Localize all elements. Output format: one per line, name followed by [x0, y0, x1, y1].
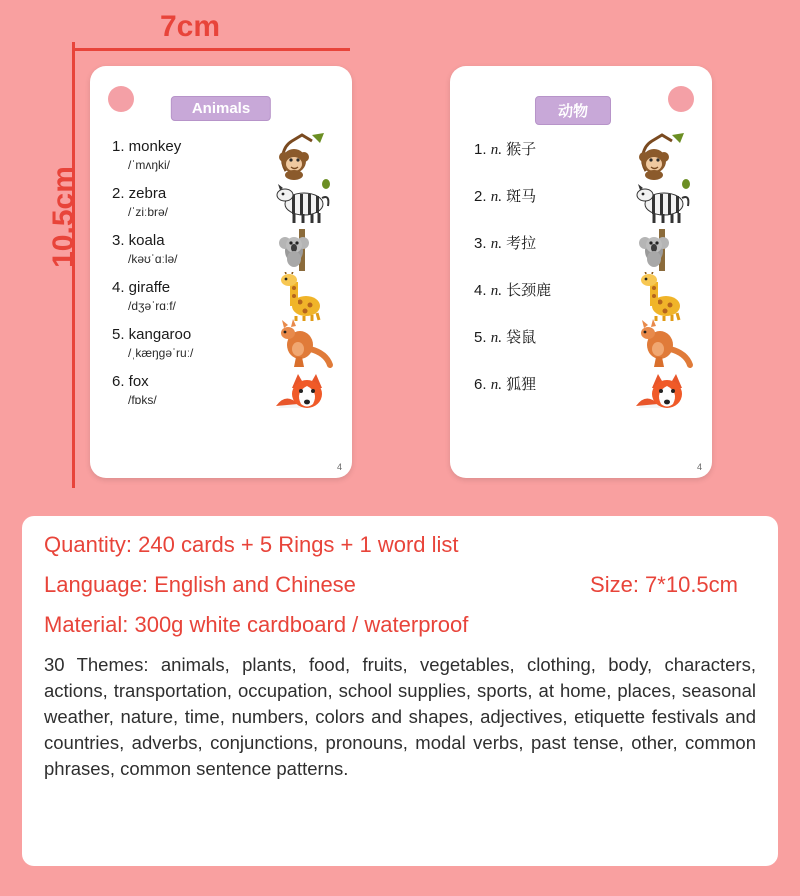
product-info-panel	[22, 516, 778, 866]
word-label: 2. zebra	[112, 185, 167, 202]
pronunciation-label: /ˈmʌŋki/	[128, 158, 170, 172]
list-item	[90, 181, 352, 228]
page-number-english: 4	[336, 462, 342, 472]
list-item	[450, 275, 712, 322]
language-label: Language: English and Chinese	[44, 572, 356, 597]
chinese-word: 狐狸	[506, 375, 537, 393]
giraffe-illustration	[272, 272, 334, 322]
width-dimension-line	[72, 48, 350, 51]
part-of-speech: n.	[490, 377, 502, 393]
word-label	[474, 326, 536, 347]
word-label: 3. koala	[112, 232, 165, 249]
card-title-english: Animals	[171, 96, 271, 121]
flashcard-chinese	[450, 66, 712, 478]
list-item	[90, 369, 352, 416]
item-index: 6.	[474, 376, 487, 393]
height-dimension-label: 10.5cm	[47, 166, 80, 268]
chinese-word: 袋鼠	[506, 328, 537, 346]
giraffe-illustration	[632, 272, 694, 322]
item-index: 5.	[474, 329, 487, 346]
part-of-speech: n.	[490, 189, 502, 205]
item-index: 1.	[474, 141, 487, 158]
list-item	[450, 369, 712, 416]
pronunciation-label: /ˌkæŋɡəˈruː/	[128, 346, 194, 360]
page-number-chinese: 4	[696, 462, 702, 472]
fox-illustration	[272, 366, 334, 416]
list-item	[450, 134, 712, 181]
word-label: 4. giraffe	[112, 279, 171, 296]
width-dimension-label: 7cm	[160, 10, 221, 43]
material-line: Material: 300g white cardboard / waterproof	[44, 612, 469, 637]
chinese-word: 猴子	[506, 140, 537, 158]
item-index: 4.	[474, 282, 487, 299]
kangaroo-illustration	[632, 319, 694, 369]
chinese-word: 考拉	[506, 234, 537, 252]
item-index: 2.	[474, 188, 487, 205]
flashcard-english	[90, 66, 352, 478]
fox-illustration	[632, 366, 694, 416]
chinese-word: 长颈鹿	[506, 281, 552, 299]
word-label: 5. kangaroo	[112, 326, 192, 343]
part-of-speech: n.	[490, 283, 502, 299]
koala-illustration	[272, 225, 334, 275]
ring-hole-icon	[108, 86, 134, 112]
zebra-illustration	[632, 178, 694, 228]
word-list-english	[90, 134, 352, 464]
pronunciation-label: /kəʊˈɑːlə/	[128, 252, 178, 266]
pronunciation-label: /ˈziːbrə/	[128, 205, 169, 219]
part-of-speech: n.	[490, 330, 502, 346]
pronunciation-label: /dʒəˈrɑːf/	[128, 299, 176, 313]
word-label	[474, 185, 536, 206]
chinese-word: 斑马	[506, 187, 537, 205]
item-index: 3.	[474, 235, 487, 252]
quantity-line: Quantity: 240 cards + 5 Rings + 1 word list	[44, 532, 459, 557]
pronunciation-label: /fɒks/	[128, 393, 157, 407]
zebra-illustration	[272, 178, 334, 228]
word-label: 1. monkey	[112, 138, 182, 155]
size-label: Size: 7*10.5cm	[590, 572, 738, 597]
word-label	[474, 279, 551, 300]
word-list-chinese	[450, 134, 712, 464]
word-label	[474, 232, 536, 253]
list-item	[450, 322, 712, 369]
ring-hole-icon	[668, 86, 694, 112]
word-label	[474, 138, 536, 159]
kangaroo-illustration	[272, 319, 334, 369]
monkey-illustration	[632, 131, 694, 181]
part-of-speech: n.	[490, 142, 502, 158]
card-title-chinese: 动物	[535, 96, 611, 125]
list-item	[90, 275, 352, 322]
list-item	[90, 134, 352, 181]
koala-illustration	[632, 225, 694, 275]
word-label	[474, 373, 536, 394]
list-item	[90, 228, 352, 275]
word-label: 6. fox	[112, 373, 149, 390]
list-item	[450, 228, 712, 275]
list-item	[90, 322, 352, 369]
list-item	[450, 181, 712, 228]
themes-paragraph: 30 Themes: animals, plants, food, fruits, vegetables, clothing, body, characters, actions, transportation, occupation, school supplies, sports, at home, places, seasonal weather, nature, time, numbers, colors and shapes, adjectives, etiquette festivals and countries, adverbs, conjunctions, pronouns, modal verbs, past tense, other, common phrases, common sentence patterns.	[44, 654, 756, 779]
part-of-speech: n.	[490, 236, 502, 252]
language-size-line	[44, 572, 756, 598]
monkey-illustration	[272, 131, 334, 181]
